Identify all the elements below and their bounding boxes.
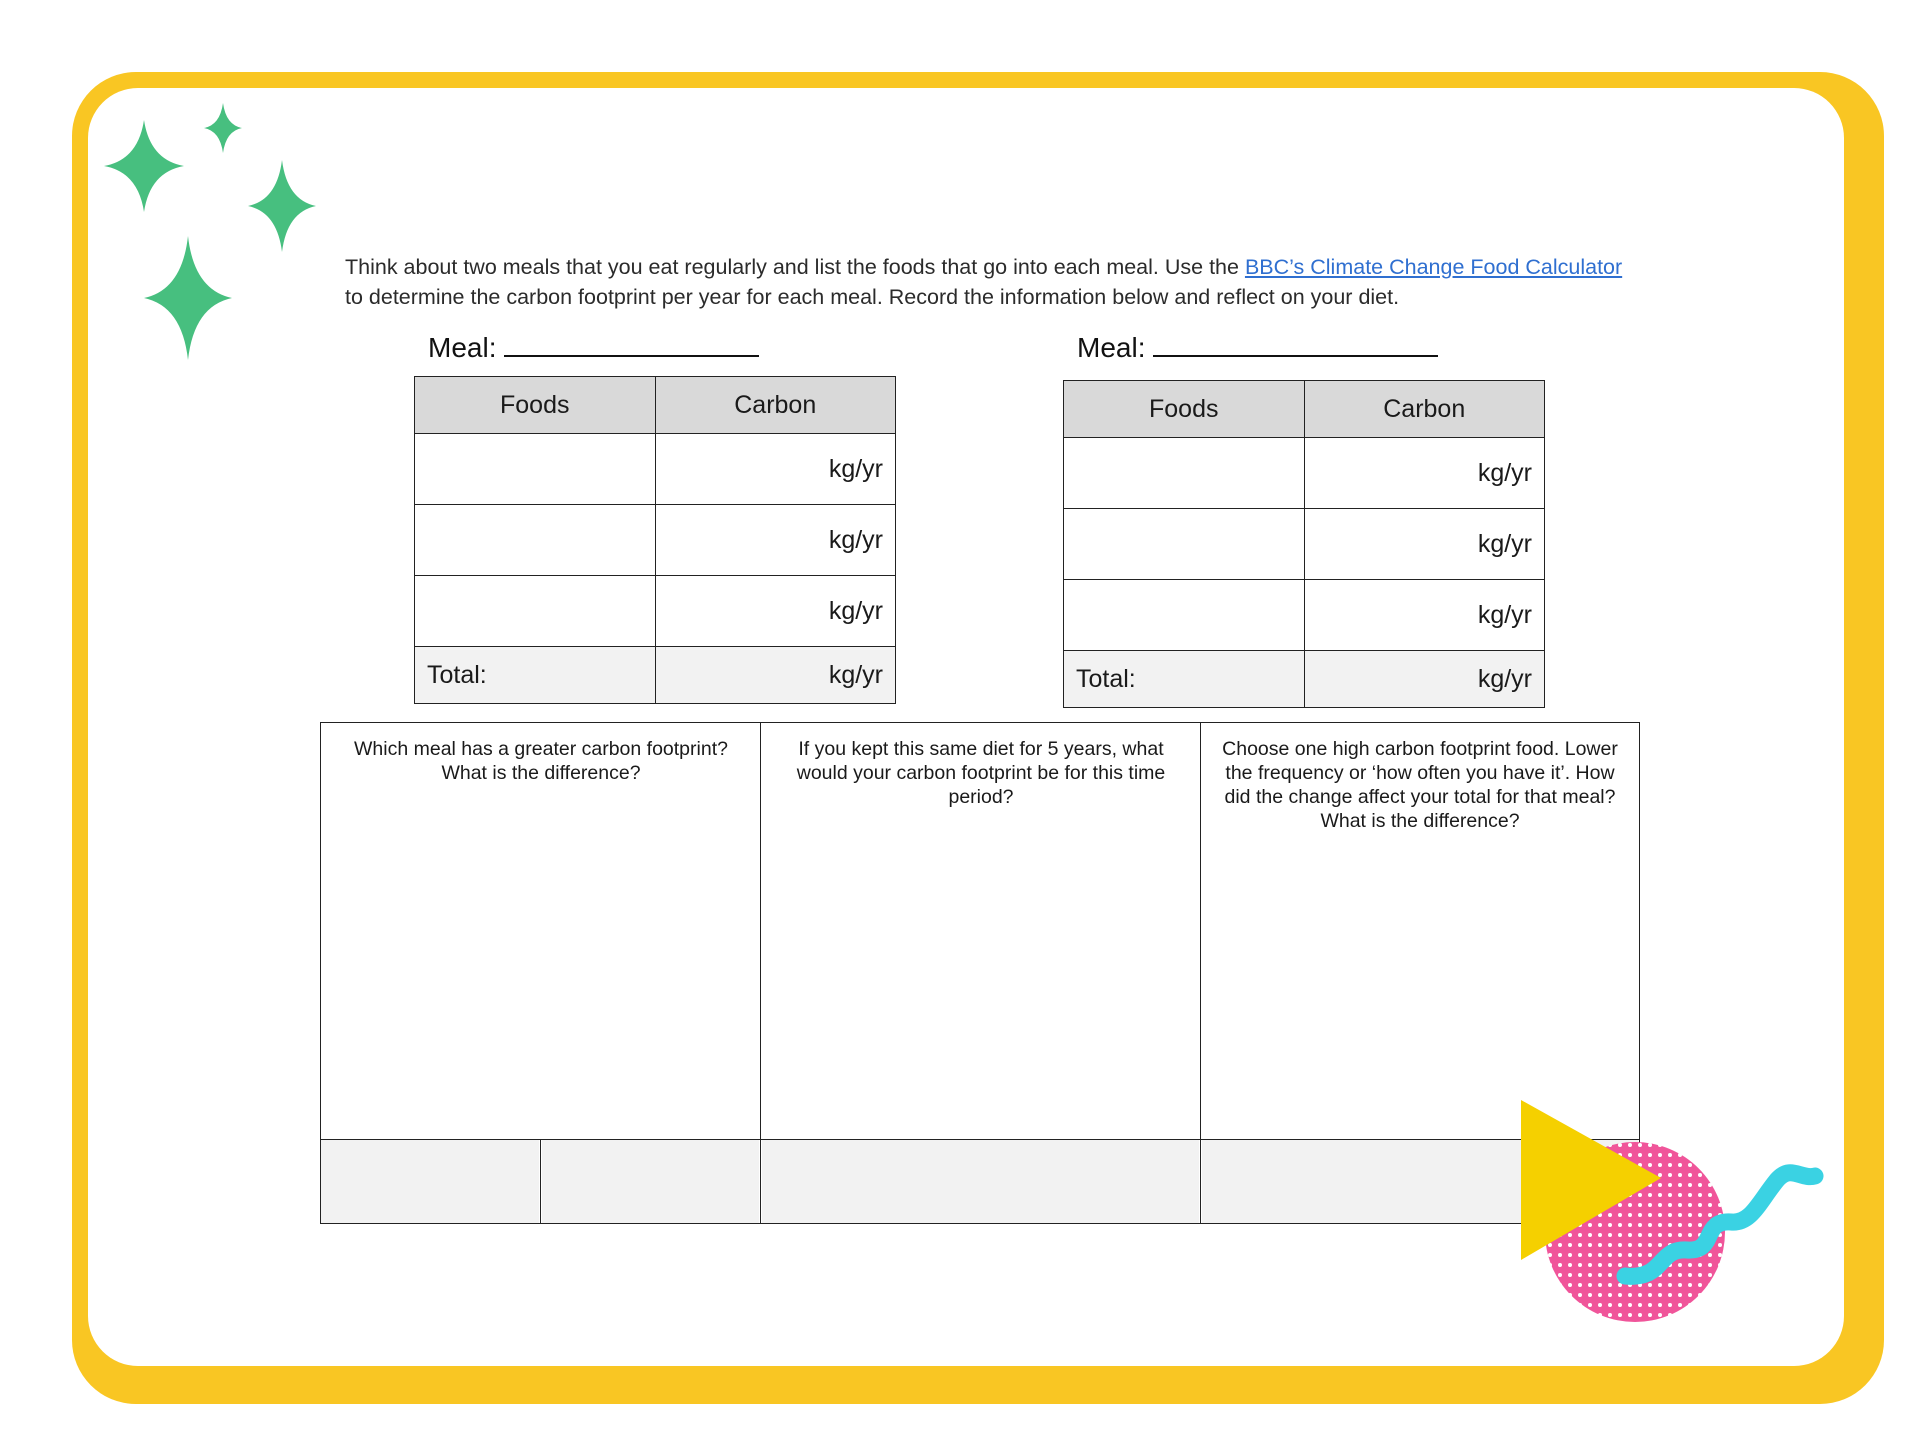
carbon-cell[interactable]: kg/yr xyxy=(1304,438,1545,509)
sparkle-icon-xlarge xyxy=(144,236,232,360)
instructions-before-link: Think about two meals that you eat regularly and list the foods that go into each meal. Use the xyxy=(345,255,1245,279)
grid-divider xyxy=(540,1139,541,1223)
food-cell[interactable] xyxy=(415,576,656,647)
calculator-link[interactable]: BBC’s Climate Change Food Calculator xyxy=(1244,255,1623,279)
sparkle-icon-medium xyxy=(248,160,316,252)
play-badge-decoration xyxy=(1515,1100,1827,1318)
total-row xyxy=(415,647,896,704)
meal-2-table xyxy=(1063,380,1545,708)
table-row xyxy=(415,434,896,505)
question-2: If you kept this same diet for 5 years, what would your carbon footprint be for this time period? xyxy=(796,738,1166,808)
foods-header: Foods xyxy=(415,377,656,434)
sparkle-icon-small xyxy=(204,103,242,153)
answer-cell-2[interactable] xyxy=(762,1140,1199,1223)
grid-divider xyxy=(760,723,761,1223)
carbon-header: Carbon xyxy=(655,377,896,434)
foods-header: Foods xyxy=(1064,381,1305,438)
food-cell[interactable] xyxy=(1064,509,1305,580)
meal-1-label xyxy=(428,332,759,364)
meal-2-label-text: Meal: xyxy=(1077,332,1146,363)
table-row xyxy=(415,505,896,576)
grid-divider xyxy=(1200,723,1201,1223)
carbon-cell[interactable]: kg/yr xyxy=(655,434,896,505)
reflection-grid xyxy=(320,722,1640,1224)
total-label: Total: xyxy=(1064,651,1305,708)
food-cell[interactable] xyxy=(415,434,656,505)
table-row xyxy=(415,576,896,647)
instructions-after-link: to determine the carbon footprint per year for each meal. Record the information below and reflect on your diet. xyxy=(345,285,1400,309)
table-row xyxy=(1064,509,1545,580)
meal-2-label xyxy=(1077,332,1438,364)
food-cell[interactable] xyxy=(415,505,656,576)
meal-1-name-line[interactable] xyxy=(504,333,759,357)
food-cell[interactable] xyxy=(1064,580,1305,651)
answer-cell-1a[interactable] xyxy=(321,1140,539,1223)
total-label: Total: xyxy=(415,647,656,704)
carbon-cell[interactable]: kg/yr xyxy=(1304,509,1545,580)
total-row xyxy=(1064,651,1545,708)
meal-1-table xyxy=(414,376,896,704)
meal-1-label-text: Meal: xyxy=(428,332,497,363)
question-1: Which meal has a greater carbon footprint? What is the difference? xyxy=(354,738,728,784)
meal-2-name-line[interactable] xyxy=(1153,333,1438,357)
sparkle-icon-large xyxy=(104,120,184,212)
carbon-header: Carbon xyxy=(1304,381,1545,438)
question-3: Choose one high carbon footprint food. Lower the frequency or ‘how often you have it’. How did the change affect your total for that meal? What is the difference? xyxy=(1222,738,1618,832)
instructions-text xyxy=(345,252,1625,312)
table-row xyxy=(1064,580,1545,651)
total-carbon-cell[interactable]: kg/yr xyxy=(1304,651,1545,708)
food-cell[interactable] xyxy=(1064,438,1305,509)
carbon-cell[interactable]: kg/yr xyxy=(1304,580,1545,651)
answer-cell-1b[interactable] xyxy=(542,1140,759,1223)
carbon-cell[interactable]: kg/yr xyxy=(655,505,896,576)
carbon-cell[interactable]: kg/yr xyxy=(655,576,896,647)
total-carbon-cell[interactable]: kg/yr xyxy=(655,647,896,704)
table-row xyxy=(1064,438,1545,509)
